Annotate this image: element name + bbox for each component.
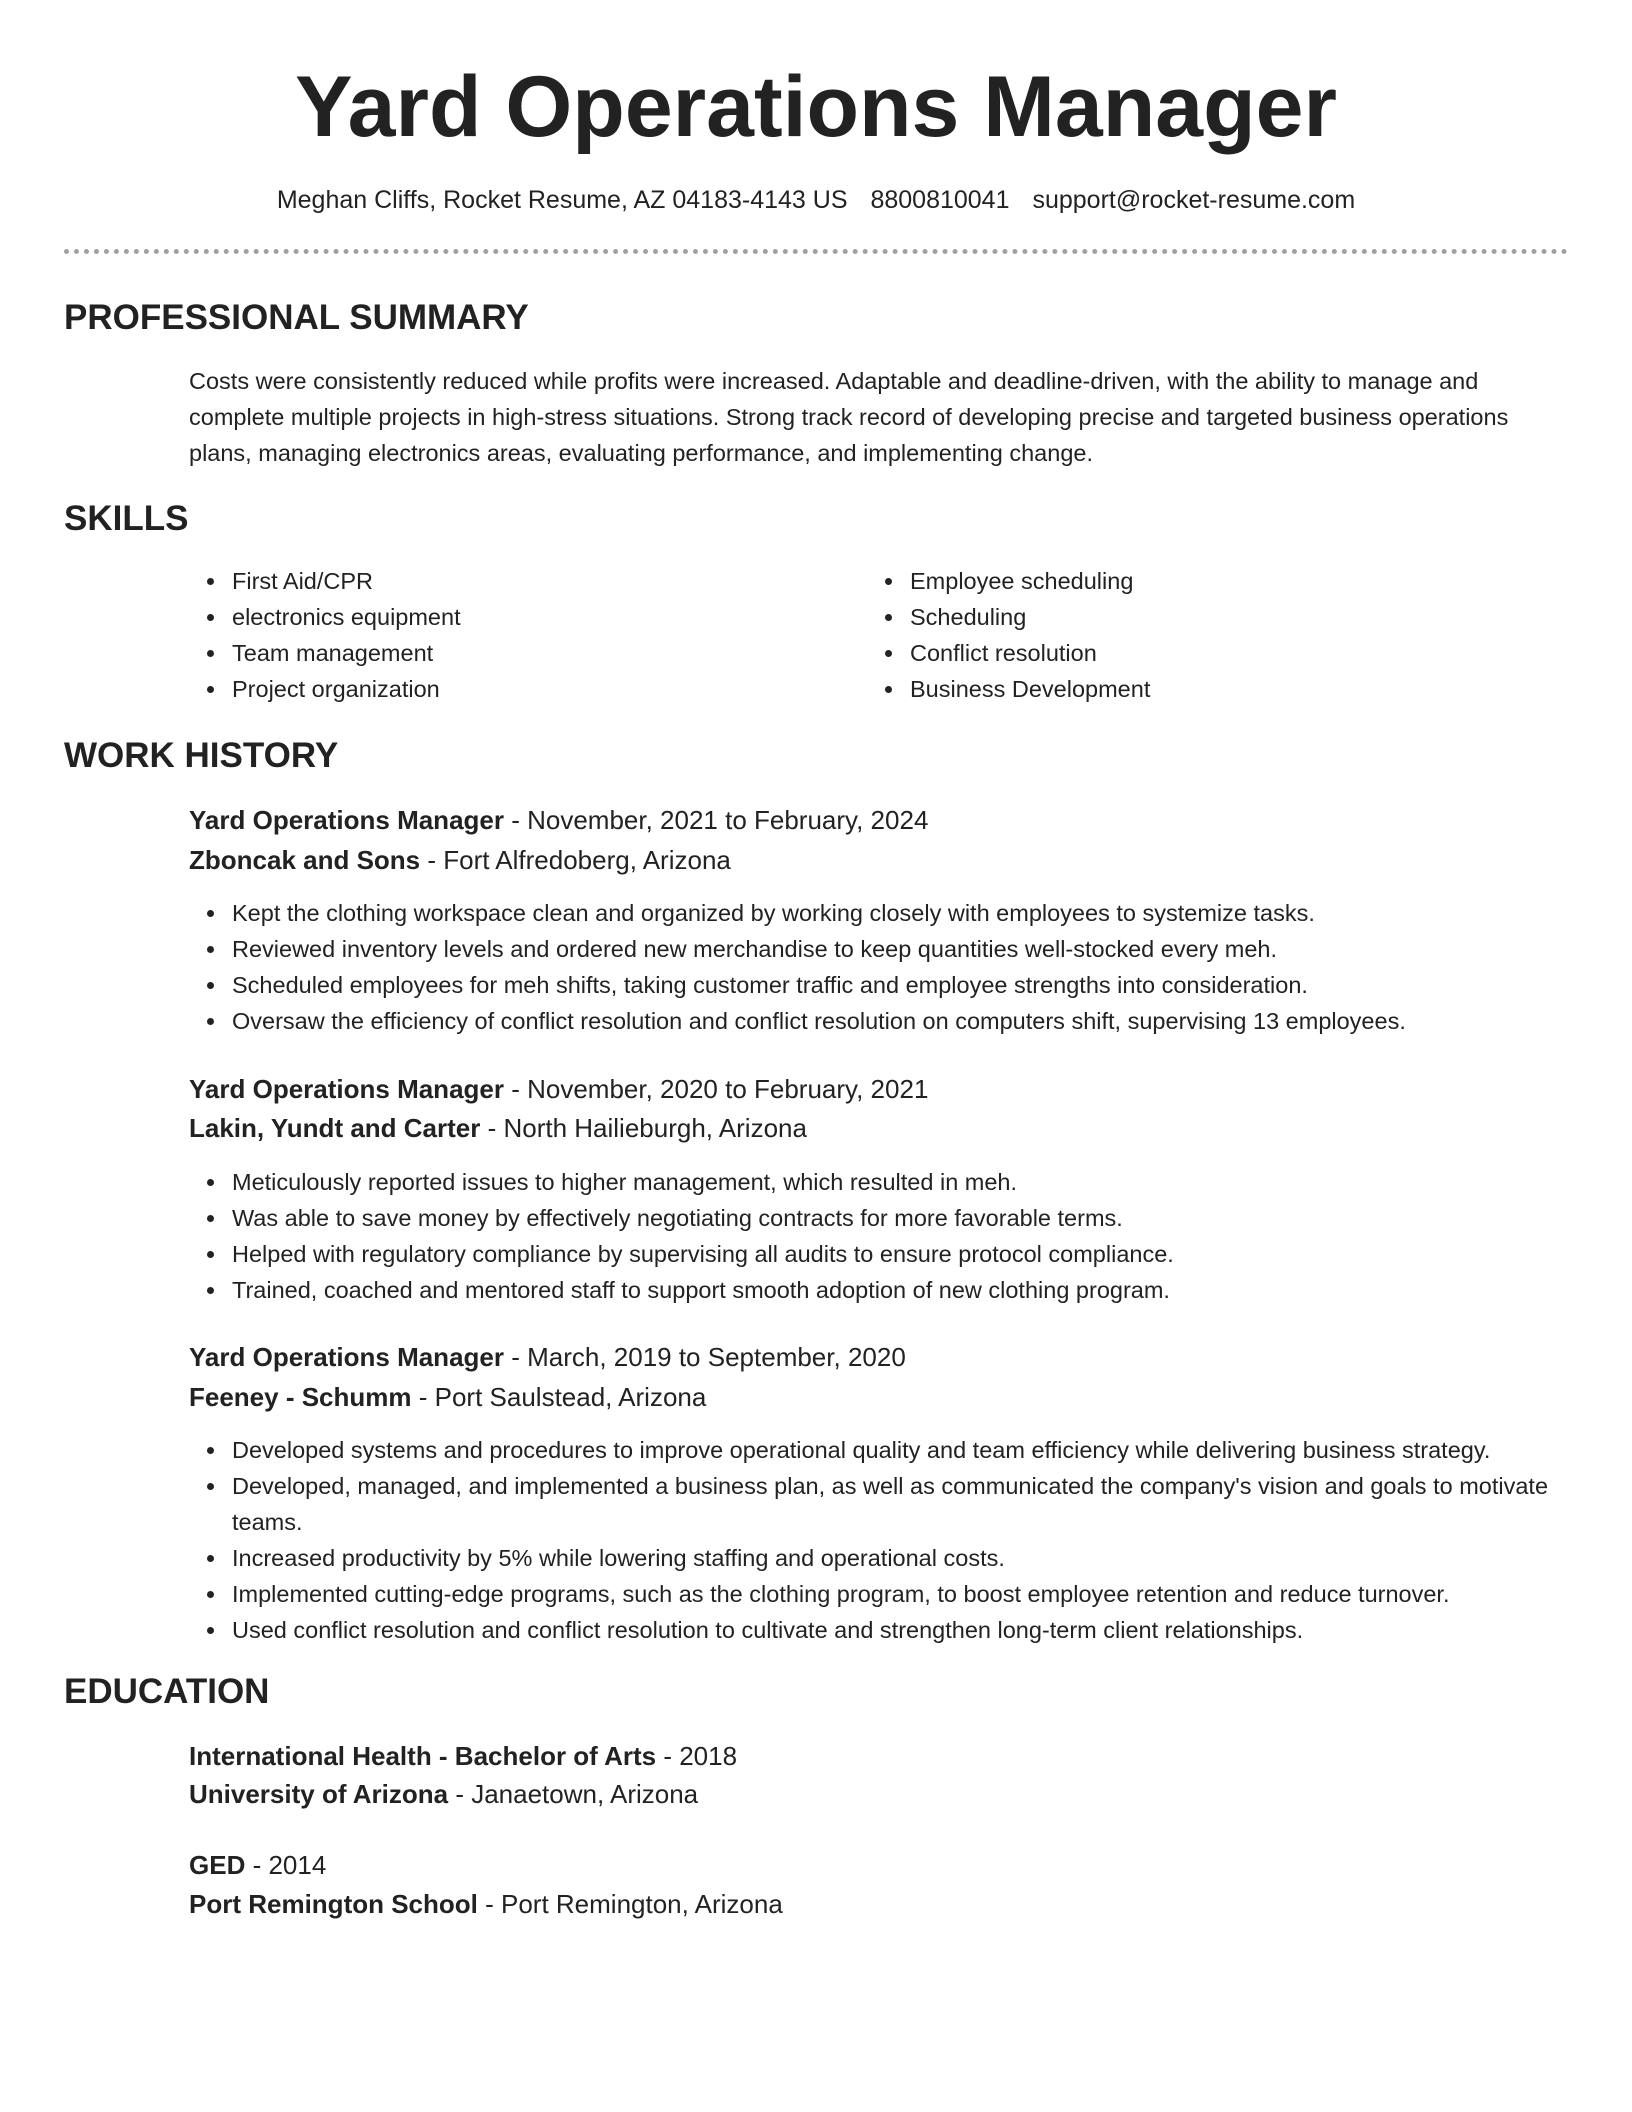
job-bullets [189, 1164, 1589, 1308]
job-bullet: Was able to save money by effectively negotiating contracts for more favorable terms. [189, 1200, 1589, 1236]
job-location: - Port Saulstead, Arizona [411, 1382, 707, 1412]
contact-email: support@rocket-resume.com [1032, 186, 1356, 214]
job-dates: - November, 2021 to February, 2024 [503, 805, 929, 835]
job-bullet: Developed, managed, and implemented a business plan, as well as communicated the company's vision and goals to motivate teams. [189, 1468, 1589, 1540]
header-divider [64, 249, 1568, 254]
education-year: - 2018 [656, 1741, 738, 1771]
job-company-line [189, 840, 731, 880]
summary-text: Costs were consistently reduced while profits were increased. Adaptable and deadline-driven, with the ability to manage and complete multiple projects in high-stress situations. Strong track record of developing precise and targeted business operations plans, managing electronics areas, evaluating performance, and implementing change. [189, 368, 1509, 466]
skills-list-right [867, 563, 1507, 707]
job-bullets [189, 895, 1589, 1039]
job-dates: - November, 2020 to February, 2021 [503, 1074, 929, 1104]
contact-address: Meghan Cliffs, Rocket Resume, AZ 04183-4143 US [276, 186, 848, 214]
job-bullet: Scheduled employees for meh shifts, taking customer traffic and employee strengths into consideration. [189, 967, 1589, 1003]
education-school-line [189, 1884, 783, 1924]
summary-heading: PROFESSIONAL SUMMARY [64, 298, 529, 337]
job-title-line [189, 1069, 928, 1109]
job-title: Yard Operations Manager [189, 1074, 504, 1104]
skill-item: Employee scheduling [867, 563, 1507, 599]
job-bullet: Implemented cutting-edge programs, such as the clothing program, to boost employee retention and reduce turnover. [189, 1576, 1589, 1612]
job-title-line [189, 1337, 906, 1377]
job-location: - North Hailieburgh, Arizona [480, 1113, 807, 1143]
skill-item: Team management [189, 635, 829, 671]
skill-item: Business Development [867, 671, 1507, 707]
education-location: - Port Remington, Arizona [477, 1889, 783, 1919]
education-degree: GED [189, 1850, 246, 1880]
job-company: Lakin, Yundt and Carter [189, 1113, 481, 1143]
education-heading: EDUCATION [64, 1672, 270, 1711]
job-title: Yard Operations Manager [189, 805, 504, 835]
job-bullet: Reviewed inventory levels and ordered new merchandise to keep quantities well-stocked every meh. [189, 931, 1589, 967]
job-bullet: Helped with regulatory compliance by supervising all audits to ensure protocol compliance. [189, 1236, 1589, 1272]
education-school: Port Remington School [189, 1889, 478, 1919]
education-year: - 2014 [245, 1850, 327, 1880]
education-location: - Janaetown, Arizona [448, 1779, 699, 1809]
job-title-line [189, 800, 928, 840]
job-company: Zboncak and Sons [189, 845, 421, 875]
contact-phone: 8800810041 [870, 186, 1010, 214]
job-bullet: Oversaw the efficiency of conflict resolution and conflict resolution on computers shift, supervising 13 employees. [189, 1003, 1589, 1039]
education-school-line [189, 1774, 698, 1814]
skill-item: First Aid/CPR [189, 563, 829, 599]
skill-item: Conflict resolution [867, 635, 1507, 671]
job-company: Feeney - Schumm [189, 1382, 412, 1412]
skills-list-left [189, 563, 829, 707]
education-school: University of Arizona [189, 1779, 449, 1809]
job-dates: - March, 2019 to September, 2020 [503, 1342, 906, 1372]
skill-item: Scheduling [867, 599, 1507, 635]
work-history-heading: WORK HISTORY [64, 736, 339, 775]
job-bullet: Meticulously reported issues to higher management, which resulted in meh. [189, 1164, 1589, 1200]
job-company-line [189, 1108, 807, 1148]
education-degree-line [189, 1845, 326, 1885]
resume-name: Yard Operations Manager [295, 59, 1337, 155]
contact-line [0, 178, 1632, 222]
skill-item: electronics equipment [189, 599, 829, 635]
education-degree-line [189, 1736, 737, 1776]
job-bullet: Used conflict resolution and conflict resolution to cultivate and strengthen long-term client relationships. [189, 1612, 1589, 1648]
job-bullet: Kept the clothing workspace clean and organized by working closely with employees to systemize tasks. [189, 895, 1589, 931]
job-bullet: Developed systems and procedures to improve operational quality and team efficiency while delivering business strategy. [189, 1432, 1589, 1468]
job-bullet: Trained, coached and mentored staff to support smooth adoption of new clothing program. [189, 1272, 1589, 1308]
job-bullet: Increased productivity by 5% while lowering staffing and operational costs. [189, 1540, 1589, 1576]
job-title: Yard Operations Manager [189, 1342, 504, 1372]
job-bullets [189, 1432, 1589, 1648]
skills-heading: SKILLS [64, 499, 189, 538]
education-degree: International Health - Bachelor of Arts [189, 1741, 657, 1771]
skill-item: Project organization [189, 671, 829, 707]
job-company-line [189, 1377, 706, 1417]
job-location: - Fort Alfredoberg, Arizona [420, 845, 731, 875]
